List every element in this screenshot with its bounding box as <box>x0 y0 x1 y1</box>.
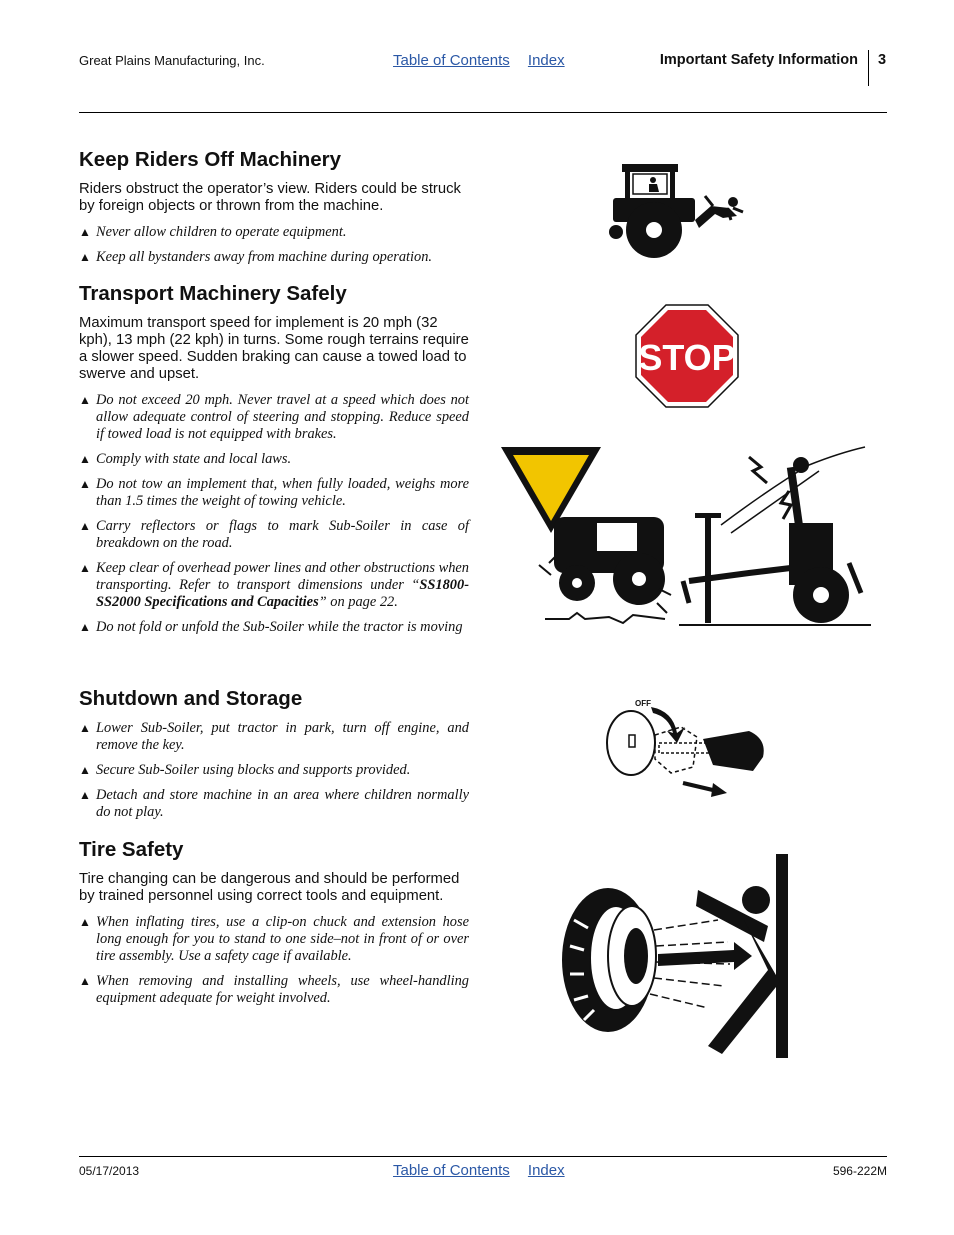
list-item: ▲ Do not tow an implement that, when fully loaded, weighs more than 1.5 times the weight of towing vehicle. <box>79 476 469 509</box>
bullet-triangle-icon: ▲ <box>79 477 91 491</box>
section-transport <box>79 282 469 644</box>
bullet-triangle-icon: ▲ <box>79 974 91 988</box>
index-link[interactable]: Index <box>527 52 565 69</box>
ignition-key-icon <box>603 697 773 799</box>
stop-sign-icon <box>635 304 739 408</box>
bullet-triangle-icon: ▲ <box>79 788 91 802</box>
section-riders <box>79 148 469 274</box>
bullet-triangle-icon: ▲ <box>79 915 91 929</box>
shutdown-heading: Shutdown and Storage <box>79 687 303 710</box>
bullet-triangle-icon: ▲ <box>79 250 91 264</box>
header-rule <box>79 112 887 113</box>
section-shutdown <box>79 687 469 829</box>
list-item: ▲ Do not fold or unfold the Sub-Soiler while the tractor is moving <box>79 619 463 635</box>
list-item: ▲ Never allow children to operate equipment. <box>79 224 347 240</box>
bullet-triangle-icon: ▲ <box>79 721 91 735</box>
bullet-triangle-icon: ▲ <box>79 519 91 533</box>
list-item: ▲ Secure Sub-Soiler using blocks and supports provided. <box>79 762 411 778</box>
footer-index-link[interactable]: Index <box>527 1162 565 1179</box>
riders-body: Riders obstruct the operator’s view. Riders could be struck by foreign objects or thrown from the machine. <box>79 181 461 214</box>
header-divider <box>868 50 869 86</box>
tire-heading: Tire Safety <box>79 838 184 861</box>
footer-date: 05/17/2013 <box>79 1164 140 1178</box>
bullet-triangle-icon: ▲ <box>79 620 91 634</box>
stop-sign-text: STOP <box>638 337 736 378</box>
key-off-label: OFF <box>635 699 651 708</box>
footer-rule <box>79 1156 887 1157</box>
tire-body: Tire changing can be dangerous and should be performed by trained personnel using correct tools and equipment. <box>79 871 460 904</box>
transport-heading: Transport Machinery Safely <box>79 282 347 305</box>
section-title: Important Safety Information <box>659 52 858 68</box>
tire-explosion-icon <box>558 850 794 1062</box>
spec-reference: SS1800-SS2000 Specifications and Capacities <box>96 577 469 610</box>
transport-body: Maximum transport speed for implement is 20 mph (32 kph), 13 mph (22 kph) in turns. Some rough terrains require a slower speed. Sudden braking can cause a towed load to swerve and upset. <box>79 315 469 382</box>
bullet-triangle-icon: ▲ <box>79 452 91 466</box>
bullet-triangle-icon: ▲ <box>79 763 91 777</box>
tractor-rider-icon <box>605 158 750 260</box>
list-item: ▲ Detach and store machine in an area where children normally do not play. <box>79 787 469 820</box>
list-item: ▲ Do not exceed 20 mph. Never travel at a speed which does not allow adequate control of steering and stopping. Reduce speed if towed load is not equipped with brakes. <box>79 392 469 442</box>
list-item: ▲ When inflating tires, use a clip-on chuck and extension hose long enough for you to stand to one side–not in front of or over tire assembly. Use a safety cage if available. <box>79 914 469 964</box>
document-number: 596-222M <box>832 1164 887 1178</box>
bullet-triangle-icon: ▲ <box>79 393 91 407</box>
toc-link[interactable]: Table of Contents <box>393 52 510 69</box>
list-item: ▲ Comply with state and local laws. <box>79 451 292 467</box>
bullet-triangle-icon: ▲ <box>79 561 91 575</box>
transport-hazards-icon <box>499 443 873 628</box>
list-item: ▲ Keep all bystanders away from machine during operation. <box>79 249 433 265</box>
list-item: ▲ Carry reflectors or flags to mark Sub-Soiler in case of breakdown on the road. <box>79 518 469 551</box>
bullet-triangle-icon: ▲ <box>79 225 91 239</box>
company-name: Great Plains Manufacturing, Inc. <box>79 53 265 68</box>
list-item: ▲ When removing and installing wheels, use wheel-handling equipment adequate for weight involved. <box>79 973 469 1006</box>
header-nav <box>393 52 579 69</box>
riders-heading: Keep Riders Off Machinery <box>79 148 342 171</box>
footer-toc-link[interactable]: Table of Contents <box>393 1162 510 1179</box>
list-item: ▲ Lower Sub-Soiler, put tractor in park, turn off engine, and remove the key. <box>79 720 469 753</box>
page-number: 3 <box>878 52 887 68</box>
list-item: ▲ Keep clear of overhead power lines and other obstructions when transporting. Refer to transport dimensions under “SS1800-SS2000 Specifications and Capacities” on page 22. <box>79 560 469 610</box>
section-tire <box>79 838 469 1015</box>
footer-nav <box>393 1162 579 1179</box>
